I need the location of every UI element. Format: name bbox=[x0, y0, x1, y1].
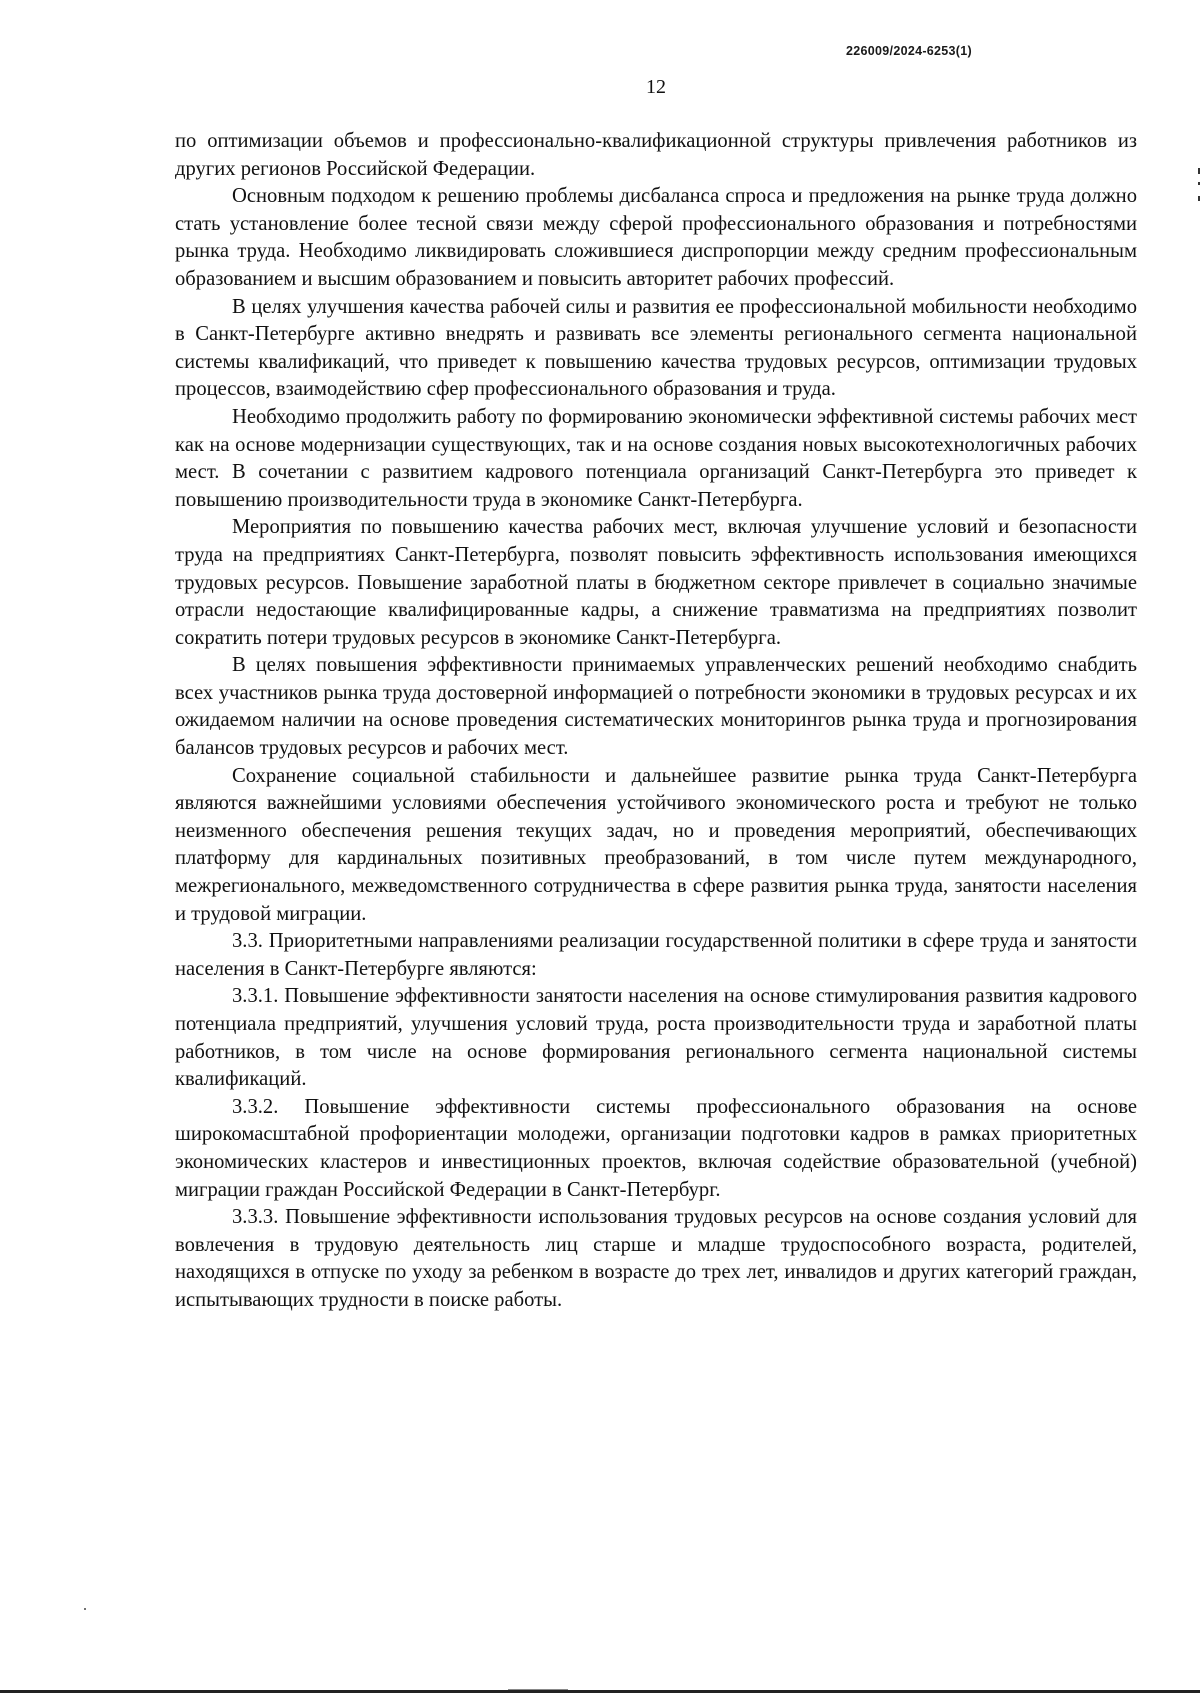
section-paragraph: 3.3. Приоритетными направлениями реализации государственной политики в сфере труда и занятости населения в Санкт-Петербурге являются: bbox=[175, 930, 1137, 980]
subsection-paragraph: 3.3.3. Повышение эффективности использования трудовых ресурсов на основе создания условий для вовлечения в трудовую деятельность лиц старше и младше трудоспособного возраста, родителей, находящихся в отпуске по уходу за ребенком в возрасте до трех лет, инвалидов и других категорий граждан, испытывающих трудности в поиске работы. bbox=[175, 1206, 1137, 1311]
paragraph: В целях улучшения качества рабочей силы и развития ее профессиональной мобильности необходимо в Санкт-Петербурге активно внедрять и развивать все элементы регионального сегмента национальной системы квалификаций, что приведет к повышению качества трудовых ресурсов, оптимизации трудовых процессов, взаимодействию сфер профессионального образования и труда. bbox=[175, 295, 1137, 401]
paragraph: Необходимо продолжить работу по формированию экономически эффективной системы рабочих мест как на основе модернизации существующих, так и на основе создания новых высокотехнологичных рабочих мест. В сочетании с развитием кадрового потенциала организаций Санкт-Петербурга это приведет к повышению производительности труда в экономике Санкт-Петербурга. bbox=[175, 405, 1137, 511]
scan-speck bbox=[84, 1608, 86, 1610]
document-body bbox=[175, 128, 1137, 1315]
paragraph: по оптимизации объемов и профессионально-квалификационной структуры привлечения работников из других регионов Российской Федерации. bbox=[175, 130, 1137, 180]
paragraph: В целях повышения эффективности принимаемых управленческих решений необходимо снабдить всех участников рынка труда достоверной информацией о потребности экономики в трудовых ресурсах и их ожидаемом наличии на основе проведения систематических мониторингов рынка труда и прогнозирования балансов трудовых ресурсов и рабочих мест. bbox=[175, 654, 1137, 760]
paragraph: Основным подходом к решению проблемы дисбаланса спроса и предложения на рынке труда должно стать установление более тесной связи между сферой профессионального образования и потребностями рынка труда. Необходимо ликвидировать сложившиеся диспропорции между средним профессиональным образованием и высшим образованием и повысить авторитет рабочих профессий. bbox=[175, 185, 1137, 290]
page-number: 12 bbox=[646, 76, 666, 98]
subsection-paragraph: 3.3.1. Повышение эффективности занятости населения на основе стимулирования развития кадрового потенциала предприятий, улучшения условий труда, роста производительности труда и заработной платы работников, в том числе на основе формирования регионального сегмента национальной системы квалификаций. bbox=[175, 985, 1137, 1091]
document-number: 226009/2024-6253(1) bbox=[846, 44, 972, 58]
subsection-paragraph: 3.3.2. Повышение эффективности системы профессионального образования на основе широкомасштабной профориентации молодежи, организации подготовки кадров в рамках приоритетных экономических кластеров и инвестиционных проектов, включая содействие образовательной (учебной) миграции граждан Российской Федерации в Санкт-Петербург. bbox=[175, 1095, 1137, 1201]
paragraph: Мероприятия по повышению качества рабочих мест, включая улучшение условий и безопасности труда на предприятиях Санкт-Петербурга, позволят повысить эффективность использования имеющихся трудовых ресурсов. Повышение заработной платы в бюджетном секторе привлечет в социально значимые отрасли недостающие квалифицированные кадры, а снижение травматизма на предприятиях позволит сократить потери трудовых ресурсов в экономике Санкт-Петербурга. bbox=[175, 516, 1137, 649]
paragraph: Сохранение социальной стабильности и дальнейшее развитие рынка труда Санкт-Петербурга являются важнейшими условиями обеспечения устойчивого экономического роста и требуют не только неизменного обеспечения решения текущих задач, но и проведения мероприятий, обеспечивающих платформу для кардинальных позитивных преобразований, в том числе путем международного, межрегионального, межведомственного сотрудничества в сфере развития рынка труда, занятости населения и трудовой миграции. bbox=[175, 764, 1137, 925]
